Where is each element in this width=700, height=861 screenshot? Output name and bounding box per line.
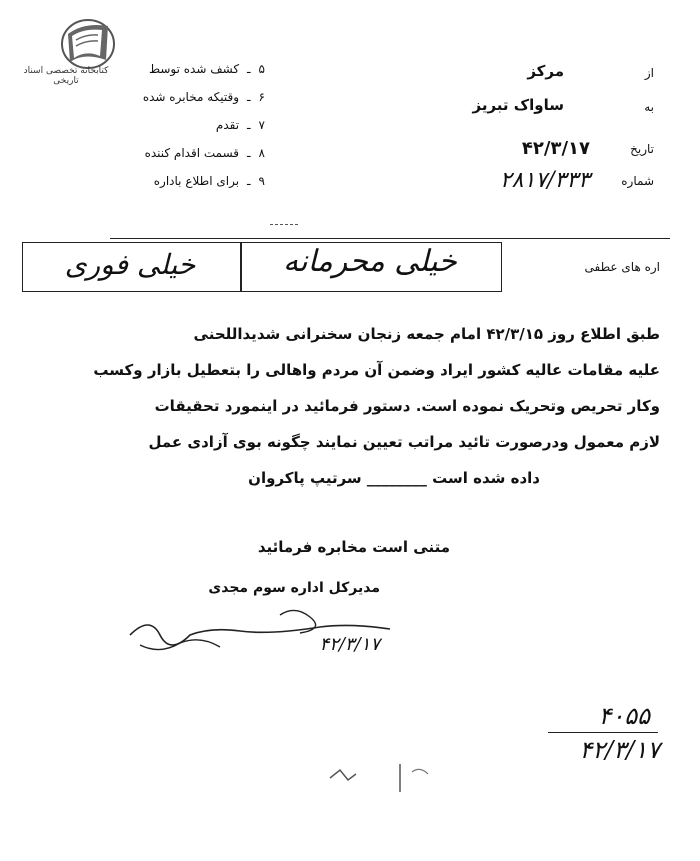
header-divider [110,238,670,239]
field-label: تاریخ [630,142,654,156]
body-line: داده شده است ________ سرتیپ پاکروان [248,469,540,487]
signer-name: مدیرکل اداره سوم مجدی [208,580,380,596]
item-number: ۶ [258,90,265,104]
divider [270,224,298,225]
item-number: ۸ [258,146,265,160]
field-label: از [644,66,654,80]
field-value: ۲۸۱۷/۳۳۳ [499,168,590,193]
field-to [390,96,660,138]
header-left-item: ۵ ـ کشف شده توسط [110,62,265,90]
header-left-list [110,62,265,202]
field-value: ۴۲/۳/۱۷ [521,138,590,159]
header-left-item: ۶ ـ وقتیکه مخابره شده [110,90,265,118]
approval-note: متنی است مخابره فرمائید [257,538,450,556]
department-label: اره های عطفی [584,260,660,274]
item-label: تقدم [215,118,240,132]
header-left-item: ۷ ـ تقدم [110,118,265,146]
classification-urgent: خیلی فوری [64,248,196,281]
body-line: وکار تحریص وتحریک نموده است. دستور فرمائید در اینمورد تحقیقات [154,397,660,415]
field-label: به [644,100,654,114]
header-left-item: ۸ ـ قسمت اقدام کننده [110,146,265,174]
header-left-item: ۹ ـ برای اطلاع باداره [110,174,265,202]
archive-date: ۴۲/۳/۱۷ [579,736,660,764]
archive-divider [548,732,658,733]
field-date [390,138,660,170]
handwritten-date: ۴۲/۳/۱۷ [319,634,380,655]
field-number [390,170,660,204]
header-right-fields [390,62,660,204]
field-label: شماره [621,174,654,188]
item-number: ۷ [258,118,265,132]
archive-code: ۴۰۵۵ [598,702,650,730]
item-label: قسمت اقدام کننده [144,146,240,160]
watermark-text: کتابخانه تخصصی اسناد تاریخی [23,66,109,86]
body-line: لازم معمول ودرصورت تائید مراتب تعیین نمایند چگونه بوی آزادی عمل [148,433,660,451]
classification-secret: خیلی محرمانه [283,244,457,279]
field-from [390,62,660,96]
field-value: مرکز [527,62,564,80]
item-number: ۵ [258,62,265,76]
item-label: وقتیکه مخابره شده [142,90,240,104]
body-text [20,316,660,496]
body-line: علیه مقامات عالیه کشور ایراد وضمن آن مردم واهالی را بتعطیل بازار وکسب [93,361,660,379]
item-label: کشف شده توسط [148,62,240,76]
body-line: طبق اطلاع روز ۴۲/۳/۱۵ امام جمعه زنجان سخنرانی شدیداللحنی [193,325,660,343]
item-number: ۹ [258,174,265,188]
field-value: ساواک تبریز [472,96,564,114]
item-label: برای اطلاع باداره [153,174,240,188]
stamp-mark-icon [320,758,440,798]
stamp-marks [320,758,440,798]
